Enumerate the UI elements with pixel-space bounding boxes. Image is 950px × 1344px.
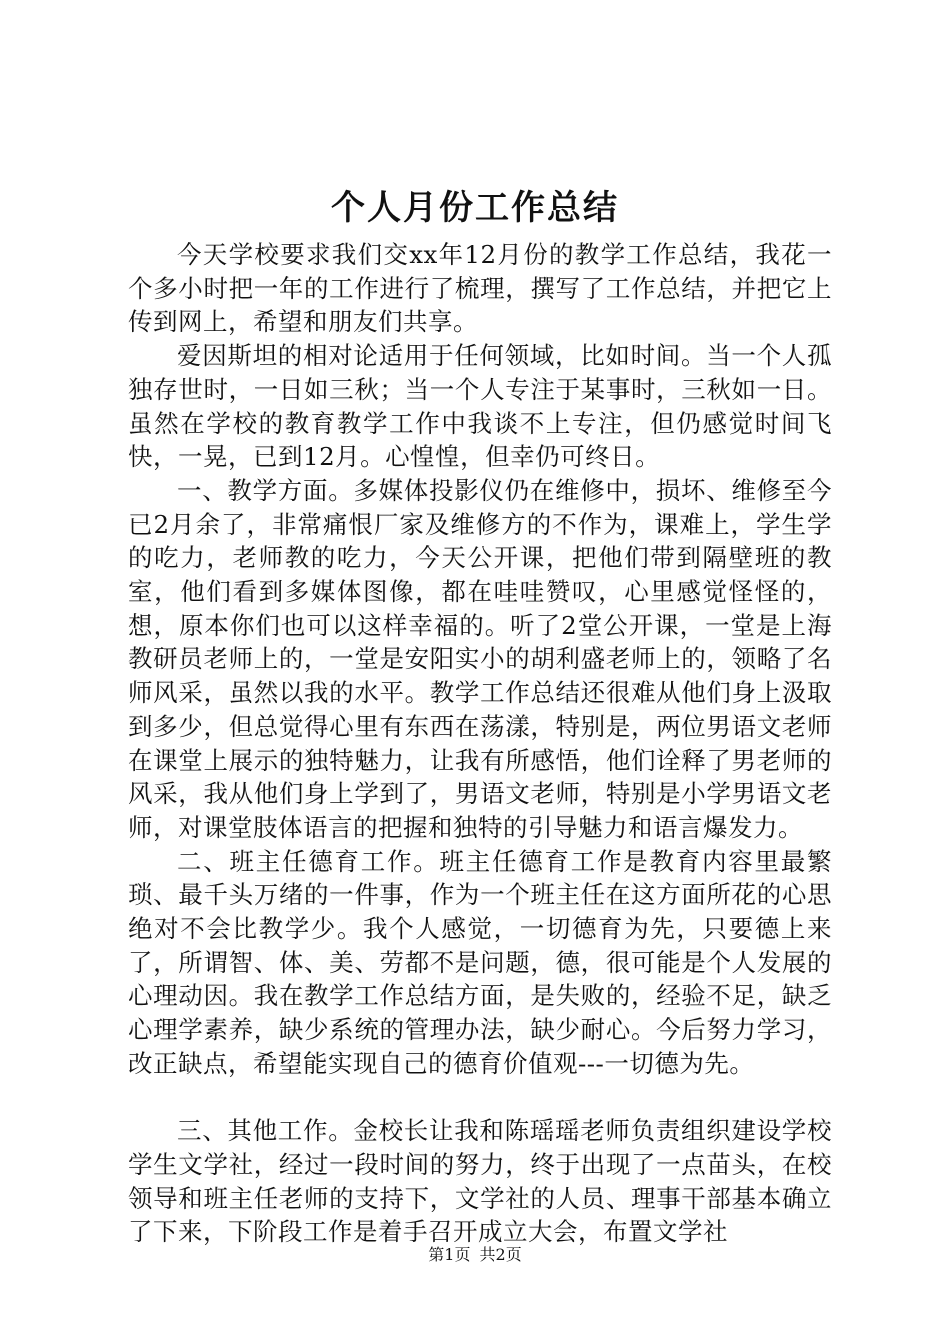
paragraph-teaching: 一、教学方面。多媒体投影仪仍在维修中，损坏、维修至今已2月余了，非常痛恨厂家及维修方的不作为，课难上，学生学的吃力，老师教的吃力，今天公开课，把他们带到隔壁班的教室，他们看到多媒体图像，都在哇哇赞叹，心里感觉怪怪的，想，原本你们也可以这样幸福的。听了2堂公开课，一堂是上海教研员老师上的，一堂是安阳实小的胡利盛老师上的，领略了名师风采，虽然以我的水平。教学工作总结还很难从他们身上汲取到多少，但总觉得心里有东西在荡漾，特别是，两位男语文老师在课堂上展示的独特魅力，让我有所感悟，他们诠释了男老师的风采，我从他们身上学到了，男语文老师，特别是小学男语文老师，对课堂肢体语言的把握和独特的引导魅力和语言爆发力。 [128, 475, 832, 842]
paragraph-time: 爱因斯坦的相对论适用于任何领域，比如时间。当一个人孤独存世时，一日如三秋；当一个人专注于某事时，三秋如一日。虽然在学校的教育教学工作中我谈不上专注，但仍感觉时间飞快，一晃，已到12月。心惶惶，但幸仍可终日。 [128, 341, 832, 472]
paragraph-moral-education: 二、班主任德育工作。班主任德育工作是教育内容里最繁琐、最千头万绪的一件事，作为一个班主任在这方面所花的心思绝对不会比教学少。我个人感觉，一切德育为先，只要德上来了，所谓智、体、美、劳都不是问题，德，很可能是个人发展的心理动因。我在教学工作总结方面，是失败的，经验不足，缺乏心理学素养，缺少系统的管理办法，缺少耐心。今后努力学习，改正缺点，希望能实现自己的德育价值观---一切德为先。 [128, 846, 832, 1078]
paragraph-intro: 今天学校要求我们交xx年12月份的教学工作总结，我花一个多小时把一年的工作进行了梳理，撰写了工作总结，并把它上传到网上，希望和朋友们共享。 [128, 240, 832, 337]
page-footer: 第1页 共2页 [428, 1245, 522, 1264]
document-body [128, 238, 832, 1249]
paragraph-other-work: 三、其他工作。金校长让我和陈瑶瑶老师负责组织建设学校学生文学社，经过一段时间的努力，终于出现了一点苗头，在校领导和班主任老师的支持下，文学社的人员、理事干部基本确立了下来，下阶段工作是着手召开成立大会，布置文学社 [128, 1116, 832, 1247]
document-title: 个人月份工作总结 [331, 188, 619, 228]
